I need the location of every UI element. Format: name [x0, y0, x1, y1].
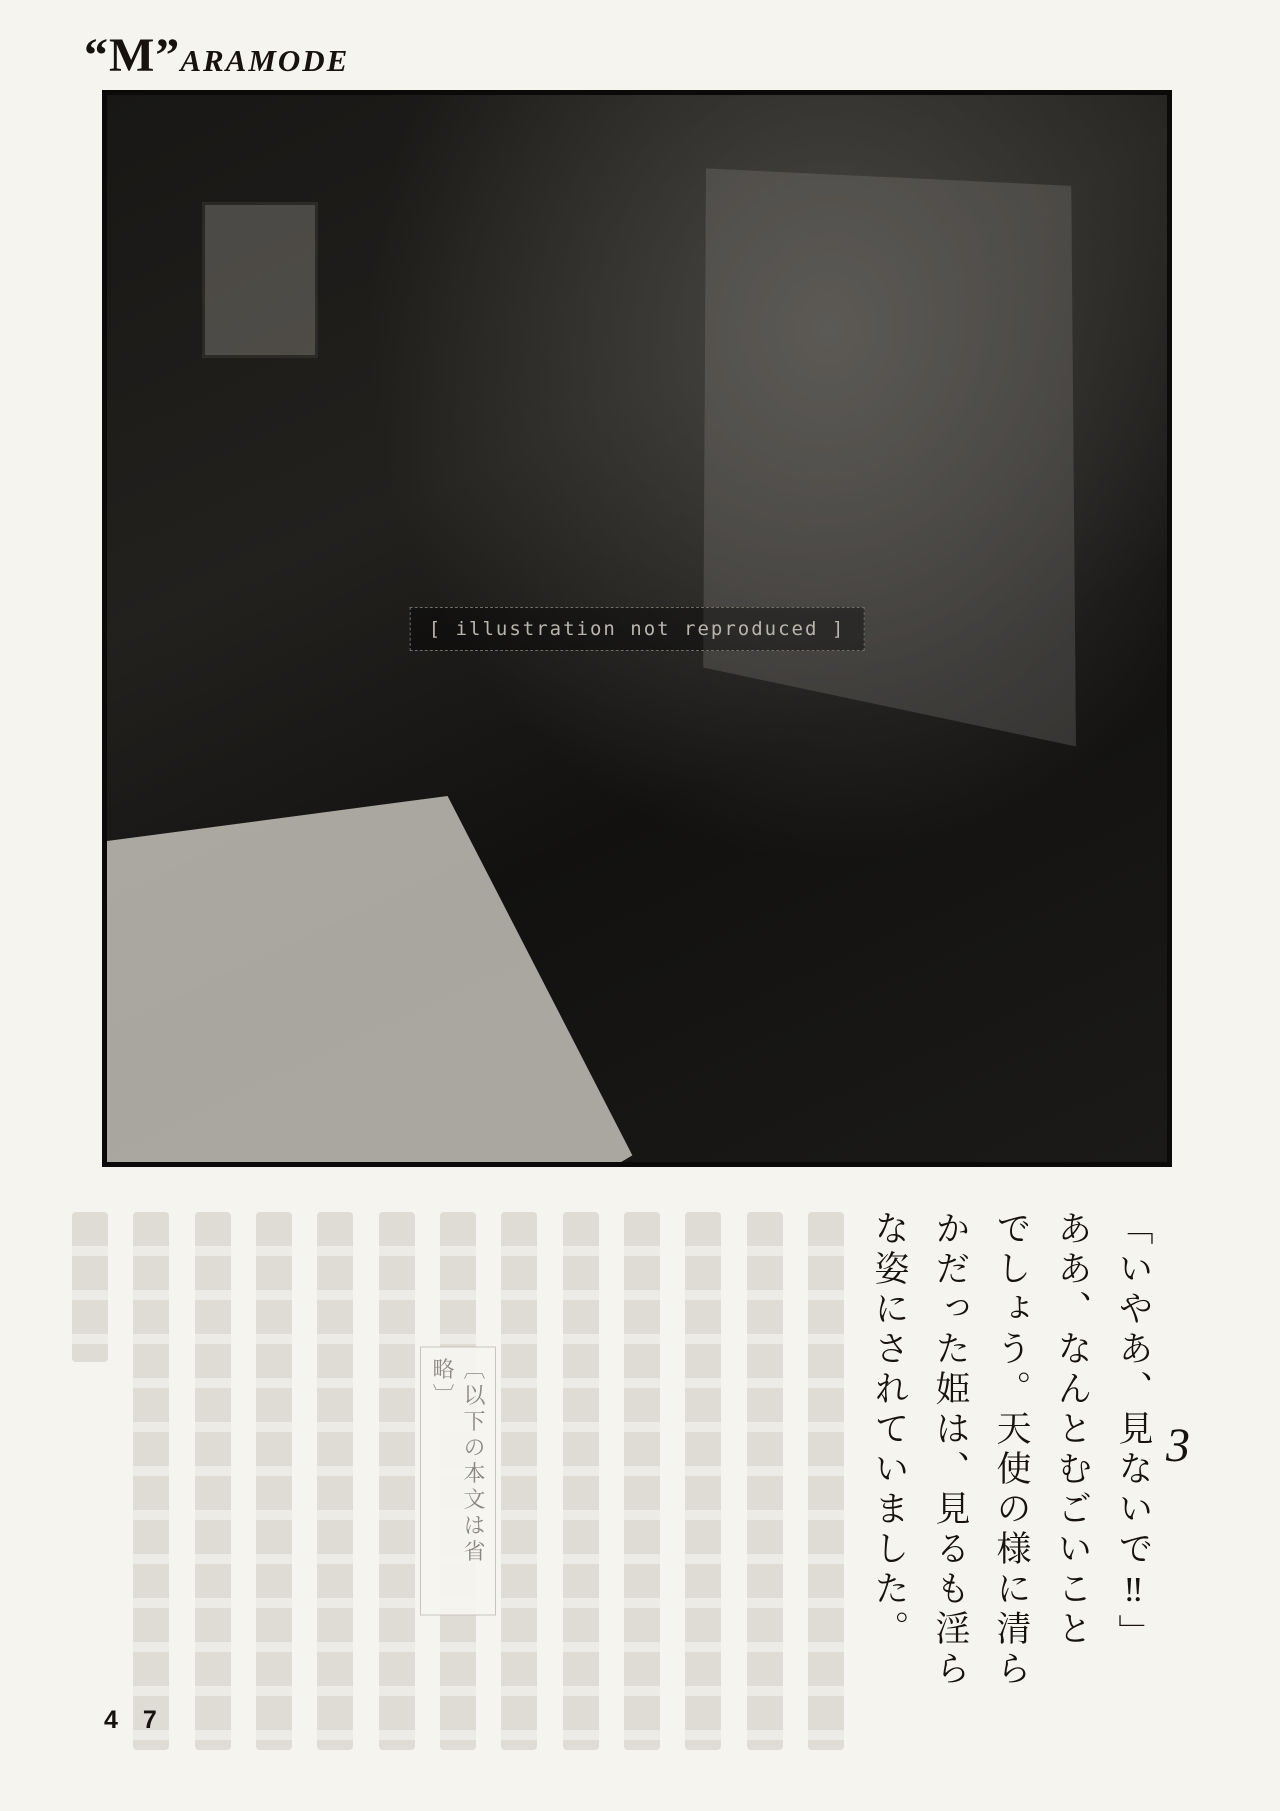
redacted-text-column [317, 1212, 353, 1750]
story-text [854, 1210, 1164, 1758]
page-number: 4 7 [104, 1706, 166, 1734]
text-column: ああ、なんとむごいこと [1053, 1210, 1092, 1650]
redacted-text-column [747, 1212, 783, 1750]
redacted-text-column [624, 1212, 660, 1750]
abstract-shape [643, 125, 1139, 791]
text-column: な姿にされていました。 [870, 1210, 909, 1650]
title-initial: “M” [84, 29, 181, 82]
redacted-text-column [133, 1212, 169, 1750]
page-title [84, 28, 349, 83]
redacted-text-column [501, 1212, 537, 1750]
text-column: かだった姫は、見るも淫ら [931, 1210, 970, 1690]
illustration-redaction-note: [ illustration not reproduced ] [410, 607, 865, 651]
redacted-text-column [379, 1212, 415, 1750]
redacted-text-column [256, 1212, 292, 1750]
abstract-shape [107, 703, 714, 1162]
redacted-text-column [685, 1212, 721, 1750]
title-text: ARAMODE [180, 43, 350, 78]
redacted-text-column [808, 1212, 844, 1750]
redacted-text-area [72, 1212, 844, 1750]
text-redaction-note: 〔以下の本文は省略〕 [420, 1347, 496, 1616]
redacted-text-column [563, 1212, 599, 1750]
abstract-shape [202, 202, 318, 358]
text-column: 「いやあ、見ないで‼」 [1114, 1210, 1153, 1654]
illustration-redacted [107, 95, 1167, 1162]
redacted-text-column [195, 1212, 231, 1750]
illustration-frame [102, 90, 1172, 1167]
redacted-text-column [72, 1212, 108, 1362]
text-column: でしょう。天使の様に清ら [992, 1210, 1031, 1690]
chapter-number: 3 [1166, 1419, 1190, 1472]
